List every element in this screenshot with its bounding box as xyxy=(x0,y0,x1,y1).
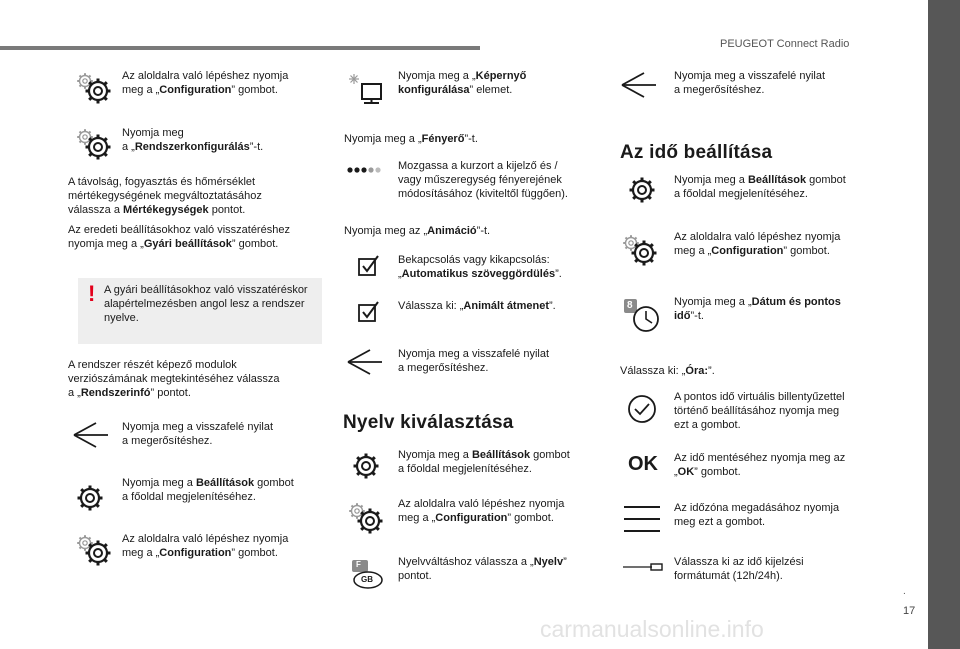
col1-p8: Az aloldalra való lépéshez nyomja meg a „Configuration” gombot. xyxy=(122,533,289,559)
col1-p4: Az eredeti beállításokhoz való visszatéréshez nyomja meg a „Gyári beállítások” gombot. xyxy=(68,224,290,250)
col3-p7: Az idő mentéséhez nyomja meg az „OK” gombot. xyxy=(674,452,846,478)
col3-p9: Válassza ki az idő kijelzési formátumát (12h/24h). xyxy=(674,556,804,582)
settings-gear-icon xyxy=(352,452,382,482)
page-sidebar-strip xyxy=(928,0,960,649)
col2-p2: Nyomja meg a „Fényerő”-t. xyxy=(344,133,478,145)
col2-p5: Bekapcsolás vagy kikapcsolás: „Automatikus szöveggördülés”. xyxy=(398,254,562,280)
page-marker: . xyxy=(903,586,906,597)
page-number: 17 xyxy=(903,605,916,617)
settings-gear-icon xyxy=(74,70,114,106)
checkbox-icon xyxy=(358,253,382,277)
col3-p2: Nyomja meg a Beállítások gombot a főoldal megjelenítéséhez. xyxy=(674,174,846,200)
section-heading-language: Nyelv kiválasztása xyxy=(343,412,514,433)
timezone-list-icon xyxy=(622,500,662,538)
lang-gb-label: GB xyxy=(361,575,373,584)
col3-p1: Nyomja meg a visszafelé nyilat a megerősítéshez. xyxy=(674,70,826,96)
col1-p6: Nyomja meg a visszafelé nyilat a megerősítéshez. xyxy=(122,421,274,447)
brightness-dots-icon xyxy=(346,163,388,177)
col2-p8: Nyomja meg a Beállítások gombot a főoldal megjelenítéséhez. xyxy=(398,449,570,475)
settings-gear-icon xyxy=(76,484,106,514)
col2-p4: Nyomja meg az „Animáció”-t. xyxy=(344,225,491,237)
back-arrow-icon xyxy=(620,72,660,100)
col1-p3: A távolság, fogyasztás és hőmérséklet mértékegységének megváltoztatásához válassza a Mértékegységek pontot. xyxy=(68,176,262,216)
col1-p7: Nyomja meg a Beállítások gombot a főoldal megjelenítéséhez. xyxy=(122,477,294,503)
col2-p9: Az aloldalra való lépéshez nyomja meg a „Configuration” gombot. xyxy=(398,498,565,524)
settings-gear-icon xyxy=(74,126,114,162)
settings-gear-icon xyxy=(74,532,114,568)
ok-icon: OK xyxy=(628,453,658,475)
screen-brightness-icon xyxy=(346,72,386,108)
format-toggle-icon xyxy=(622,562,664,572)
clock-icon xyxy=(622,298,662,334)
back-arrow-icon xyxy=(346,349,386,377)
settings-gear-icon xyxy=(628,176,658,206)
col2-p10: Nyelvváltáshoz válassza a „Nyelv” pontot. xyxy=(398,556,567,582)
col1-p1: Az aloldalra való lépéshez nyomja meg a „Configuration” gombot. xyxy=(122,70,289,96)
col2-p6: Válassza ki: „Animált átmenet”. xyxy=(398,300,556,312)
col2-p3: Mozgassa a kurzort a kijelző és / vagy műszeregység fényerejének módosításához (kiviteltől függően). xyxy=(398,160,568,200)
clock-badge: 8 xyxy=(627,300,633,311)
col3-p8: Az időzóna megadásához nyomja meg ezt a gombot. xyxy=(674,502,840,528)
warning-text: A gyári beállításokhoz való visszatéréskor alapértelmezésben angol lesz a rendszer nyelve. xyxy=(104,284,308,324)
back-arrow-icon xyxy=(72,422,112,450)
watermark: carmanualsonline.info xyxy=(540,616,764,642)
settings-gear-icon xyxy=(346,500,386,536)
col3-p4: Nyomja meg a „Dátum és pontos idő”-t. xyxy=(674,296,841,322)
col3-p6: A pontos idő virtuális billentyűzettel történő beállításához nyomja meg ezt a gombot. xyxy=(674,391,845,431)
col3-p3: Az aloldalra való lépéshez nyomja meg a „Configuration” gombot. xyxy=(674,231,841,257)
section-heading-time: Az idő beállítása xyxy=(620,142,773,163)
header-brand: PEUGEOT Connect Radio xyxy=(720,38,850,50)
col1-p5: A rendszer részét képező modulok verziószámának megtekintéséhez válassza a „Rendszerinfó” pontot. xyxy=(68,359,280,399)
lang-f-label: F xyxy=(356,560,361,569)
settings-gear-icon xyxy=(620,232,660,268)
col2-p7: Nyomja meg a visszafelé nyilat a megerősítéshez. xyxy=(398,348,550,374)
checkbox-icon xyxy=(358,299,382,323)
header-rule xyxy=(0,46,480,50)
confirm-check-circle-icon xyxy=(626,393,660,427)
col2-p1: Nyomja meg a „Képernyő konfigurálása” elemet. xyxy=(398,70,527,96)
col1-p2: Nyomja meg a „Rendszerkonfigurálás”-t. xyxy=(122,127,264,153)
language-flag-icon xyxy=(346,558,386,590)
col3-p5: Válassza ki: „Óra:”. xyxy=(620,365,715,377)
warning-icon: ! xyxy=(88,281,96,306)
